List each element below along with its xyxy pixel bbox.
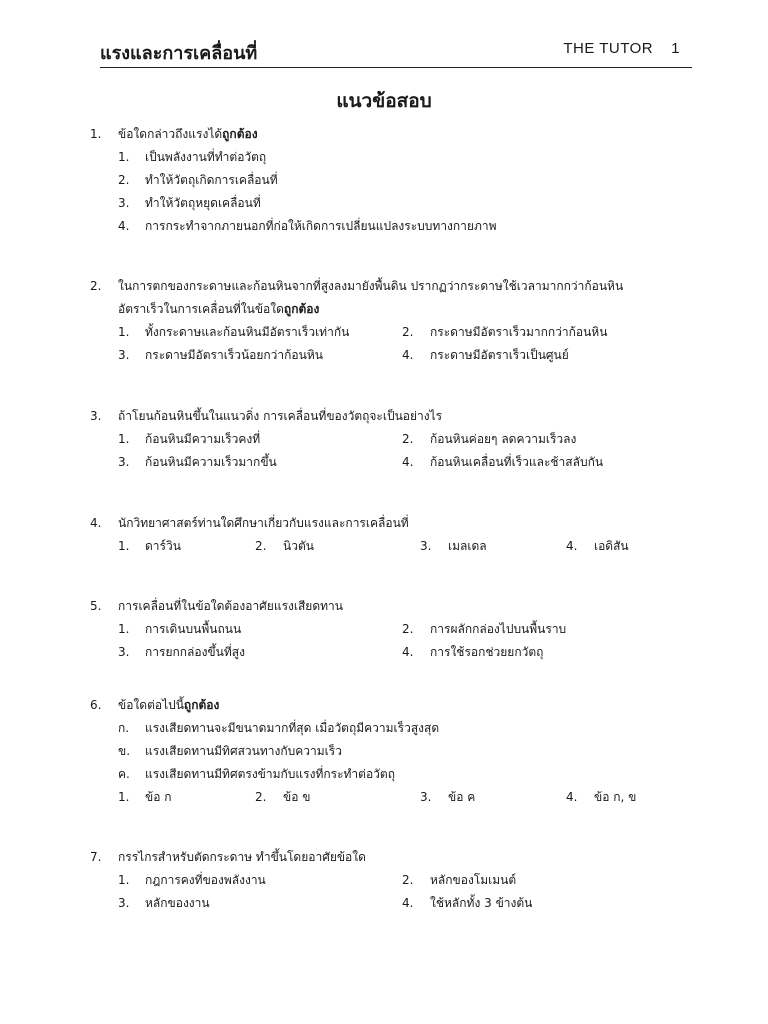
question-text: ข้อใดต่อไปนี้ถูกต้อง [118, 698, 220, 712]
option-text: ก้อนหินค่อยๆ ลดความเร็วลง [430, 432, 577, 446]
option-text: กระดาษมีอัตราเร็วมากกว่าก้อนหิน [430, 325, 608, 339]
question-number: 2. [90, 279, 102, 293]
option-text: ก้อนหินเคลื่อนที่เร็วและช้าสลับกัน [430, 455, 604, 469]
question-text: กรรไกรสำหรับตัดกระดาษ ทำขึ้นโดยอาศัยข้อใด [118, 850, 366, 864]
option-number: 1. [118, 539, 130, 553]
question-text: ถ้าโยนก้อนหินขึ้นในแนวดิ่ง การเคลื่อนที่ของวัตถุจะเป็นอย่างไร [118, 409, 443, 423]
question-number: 3. [90, 409, 102, 423]
statement-letter: ก. [118, 721, 130, 735]
option-number: 1. [118, 150, 130, 164]
option-number: 2. [255, 539, 267, 553]
statement-letter: ข. [118, 744, 131, 758]
option-text: ก้อนหินมีความเร็วมากขึ้น [145, 455, 277, 469]
option-text: ใช้หลักทั้ง 3 ข้างต้น [430, 896, 533, 910]
option-number: 1. [118, 622, 130, 636]
question-number: 5. [90, 599, 102, 613]
question-text: นักวิทยาศาสตร์ท่านใดศึกษาเกี่ยวกับแรงและการเคลื่อนที่ [118, 516, 409, 530]
option-number: 1. [118, 432, 130, 446]
option-number: 2. [402, 432, 414, 446]
option-text: การใช้รอกช่วยยกวัตถุ [430, 645, 544, 659]
option-number: 3. [118, 645, 130, 659]
option-text: การยกกล่องขึ้นที่สูง [145, 645, 245, 659]
option-number: 1. [118, 790, 130, 804]
option-text: กระดาษมีอัตราเร็วเป็นศูนย์ [430, 348, 569, 362]
option-number: 4. [566, 539, 578, 553]
statement-text: แรงเสียดทานมีทิศตรงข้ามกับแรงที่กระทำต่อวัตถุ [145, 767, 395, 781]
option-number: 4. [402, 348, 414, 362]
option-number: 2. [402, 873, 414, 887]
option-number: 3. [118, 196, 130, 210]
question-3 [90, 405, 690, 474]
question-number: 4. [90, 516, 102, 530]
subject-title: แรงและการเคลื่อนที่ [100, 43, 258, 64]
statement-letter: ค. [118, 767, 130, 781]
statement-text: แรงเสียดทานมีทิศสวนทางกับความเร็ว [145, 744, 342, 758]
page-title: แนวข้อสอบ [336, 90, 432, 112]
option-text: ดาร์วิน [145, 539, 181, 553]
question-1 [90, 123, 690, 238]
question-number: 7. [90, 850, 102, 864]
option-number: 4. [402, 455, 414, 469]
option-text: ข้อ ค [448, 790, 476, 804]
option-text: การเดินบนพื้นถนน [145, 622, 242, 636]
option-text: เมลเดล [448, 539, 487, 553]
option-text: เป็นพลังงานที่ทำต่อวัตถุ [145, 150, 267, 164]
option-text: กระดาษมีอัตราเร็วน้อยกว่าก้อนหิน [145, 348, 323, 362]
option-number: 3. [420, 539, 432, 553]
option-text: ข้อ ข [283, 790, 311, 804]
question-2 [90, 275, 690, 367]
page-number: 1 [671, 40, 680, 57]
option-number: 3. [118, 455, 130, 469]
question-number: 6. [90, 698, 102, 712]
option-text: ทำให้วัตถุหยุดเคลื่อนที่ [145, 196, 261, 210]
option-number: 1. [118, 325, 130, 339]
option-text: หลักของงาน [145, 896, 210, 910]
question-text-cont: อัตราเร็วในการเคลื่อนที่ในข้อใดถูกต้อง [118, 302, 320, 316]
question-text: ข้อใดกล่าวถึงแรงได้ถูกต้อง [118, 127, 258, 141]
question-4 [90, 512, 690, 558]
option-number: 3. [420, 790, 432, 804]
option-number: 2. [402, 325, 414, 339]
option-text: นิวตัน [283, 539, 314, 553]
option-number: 2. [255, 790, 267, 804]
statement-text: แรงเสียดทานจะมีขนาดมากที่สุด เมื่อวัตถุมีความเร็วสูงสุด [145, 721, 440, 735]
question-5 [90, 595, 690, 664]
option-text: เอดิสัน [594, 539, 629, 553]
option-number: 1. [118, 873, 130, 887]
question-text: การเคลื่อนที่ในข้อใดต้องอาศัยแรงเสียดทาน [118, 599, 343, 613]
question-7 [90, 846, 690, 915]
option-text: หลักของโมเมนต์ [430, 873, 517, 887]
option-number: 4. [118, 219, 130, 233]
page-header [100, 36, 692, 68]
option-number: 4. [402, 896, 414, 910]
option-text: ทั้งกระดาษและก้อนหินมีอัตราเร็วเท่ากัน [145, 325, 350, 339]
option-number: 3. [118, 348, 130, 362]
option-number: 4. [566, 790, 578, 804]
option-number: 2. [118, 173, 130, 187]
option-number: 3. [118, 896, 130, 910]
option-text: การผลักกล่องไปบนพื้นราบ [430, 622, 567, 636]
option-text: ข้อ ก [145, 790, 172, 804]
option-text: การกระทำจากภายนอกที่ก่อให้เกิดการเปลี่ยนแปลงระบบทางกายภาพ [145, 219, 497, 233]
brand-name: THE TUTOR [563, 40, 654, 57]
question-6 [90, 694, 690, 809]
option-text: ข้อ ก, ข [594, 790, 637, 804]
option-number: 4. [402, 645, 414, 659]
option-text: ก้อนหินมีความเร็วคงที่ [145, 432, 261, 446]
option-text: ทำให้วัตถุเกิดการเคลื่อนที่ [145, 173, 278, 187]
question-text: ในการตกของกระดาษและก้อนหินจากที่สูงลงมายังพื้นดิน ปรากฏว่ากระดาษใช้เวลามากกว่าก้อนหิน [118, 279, 624, 293]
option-text: กฎการคงที่ของพลังงาน [145, 873, 266, 887]
brand-label [563, 40, 680, 57]
question-number: 1. [90, 127, 102, 141]
option-number: 2. [402, 622, 414, 636]
